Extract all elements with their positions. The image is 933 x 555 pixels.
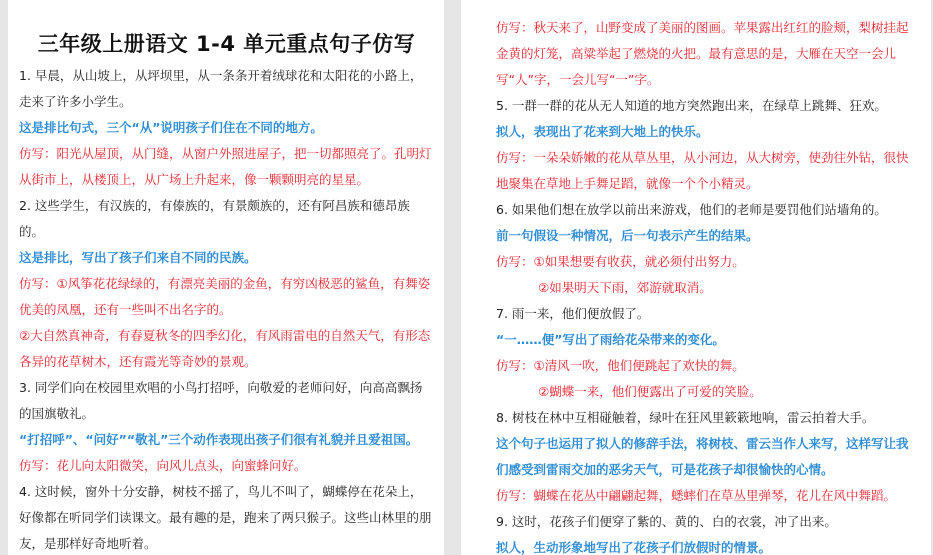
imitation-2a: 仿写：①风筝花花绿绿的，有漂亮美丽的金鱼，有穷凶极恶的鲨鱼，有舞姿优美的凤凰，还有一些叫不出名字的。	[19, 276, 431, 317]
imitation-4: 仿写：秋天来了，山野变成了美丽的图画。苹果露出红红的脸颊，梨树挂起金黄的灯笼，高粱举起了燃烧的火把。最有意思的是，大雁在天空一会儿写“人”字，一会儿写“一”字。	[496, 20, 909, 87]
sentence-6: 6. 如果他们想在放学以前出来游戏，他们的老师是要罚他们站墙角的。	[496, 202, 887, 217]
imitation-7b: ②蝴蝶一来，他们便露出了可爱的笑脸。	[538, 384, 762, 399]
sentence-7: 7. 雨一来，他们便放假了。	[496, 306, 650, 321]
page-title: 三年级上册语文 1-4 单元重点句子仿写	[37, 32, 416, 56]
analysis-2: 这是排比，写出了孩子们来自不同的民族。	[19, 250, 257, 265]
imitation-5: 仿写：一朵朵娇嫩的花从草丛里，从小河边，从大树旁，使劲往外钻，很快地聚集在草地上手舞足蹈，就像一个个小精灵。	[496, 150, 909, 191]
analysis-3: “打招呼”、“问好”“敬礼”三个动作表现出孩子们很有礼貌并且爱祖国。	[19, 432, 419, 447]
right-page	[461, 0, 931, 555]
analysis-5: 拟人，表现出了花来到大地上的快乐。	[496, 124, 709, 139]
imitation-2b: ②大自然真神奇，有春夏秋冬的四季幻化，有风雨雷电的自然天气，有形态各异的花草树木，还有霞光等奇妙的景观。	[19, 328, 431, 369]
analysis-7: “一……便”写出了雨给花朵带来的变化。	[496, 332, 725, 347]
imitation-1: 仿写：阳光从屋顶，从门缝，从窗户外照进屋子，把一切都照亮了。孔明灯从街市上，从楼顶上，从广场上升起来，像一颗颗明亮的星星。	[19, 146, 432, 187]
imitation-8: 仿写：蝴蝶在花丛中翩翩起舞，蟋蟀们在草丛里弹琴，花儿在风中舞蹈。	[496, 488, 897, 503]
sentence-5: 5. 一群一群的花从无人知道的地方突然跑出来，在绿草上跳舞、狂欢。	[496, 98, 887, 113]
analysis-1: 这是排比句式，三个“从”说明孩子们住在不同的地方。	[19, 120, 323, 135]
sentence-9: 9. 这时，花孩子们便穿了紫的、黄的、白的衣裳，冲了出来。	[496, 514, 837, 529]
sentence-2: 2. 这些学生，有汉族的，有傣族的，有景颇族的，还有阿昌族和德昂族的。	[19, 198, 410, 239]
imitation-3: 仿写：花儿向太阳微笑，向风儿点头，向蜜蜂问好。	[19, 458, 307, 473]
sentence-1: 1. 早晨，从山坡上，从坪坝里，从一条条开着绒球花和太阳花的小路上，走来了许多小学生。	[19, 68, 423, 109]
right-text-body	[496, 15, 913, 555]
left-page	[8, 0, 444, 555]
imitation-7a: 仿写：①清风一吹，他们便跳起了欢快的舞。	[496, 358, 745, 373]
sentence-3: 3. 同学们向在校园里欢唱的小鸟打招呼，向敬爱的老师问好，向高高飘扬的国旗敬礼。	[19, 380, 423, 421]
imitation-6b: ②如果明天下雨，郊游就取消。	[538, 280, 712, 295]
analysis-8: 这个句子也运用了拟人的修辞手法，将树枝、雷云当作人来写，这样写让我们感受到雷雨交加的恶劣天气，可是花孩子却很愉快的心情。	[496, 436, 909, 477]
sentence-8: 8. 树枝在林中互相碰触着，绿叶在狂风里簌簌地响，雷云拍着大手。	[496, 410, 875, 425]
left-text-body	[19, 63, 434, 555]
sentence-4: 4. 这时候，窗外十分安静，树枝不摇了，鸟儿不叫了，蝴蝶停在花朵上，好像都在听同学们读课文。最有趣的是，跑来了两只猴子。这些山林里的朋友，是那样好奇地听着。	[19, 484, 432, 551]
imitation-6a: 仿写：①如果想要有收获，就必须付出努力。	[496, 254, 745, 269]
analysis-9: 拟人，生动形象地写出了花孩子们放假时的情景。	[496, 540, 772, 555]
analysis-6: 前一句假设一种情况，后一句表示产生的结果。	[496, 228, 759, 243]
